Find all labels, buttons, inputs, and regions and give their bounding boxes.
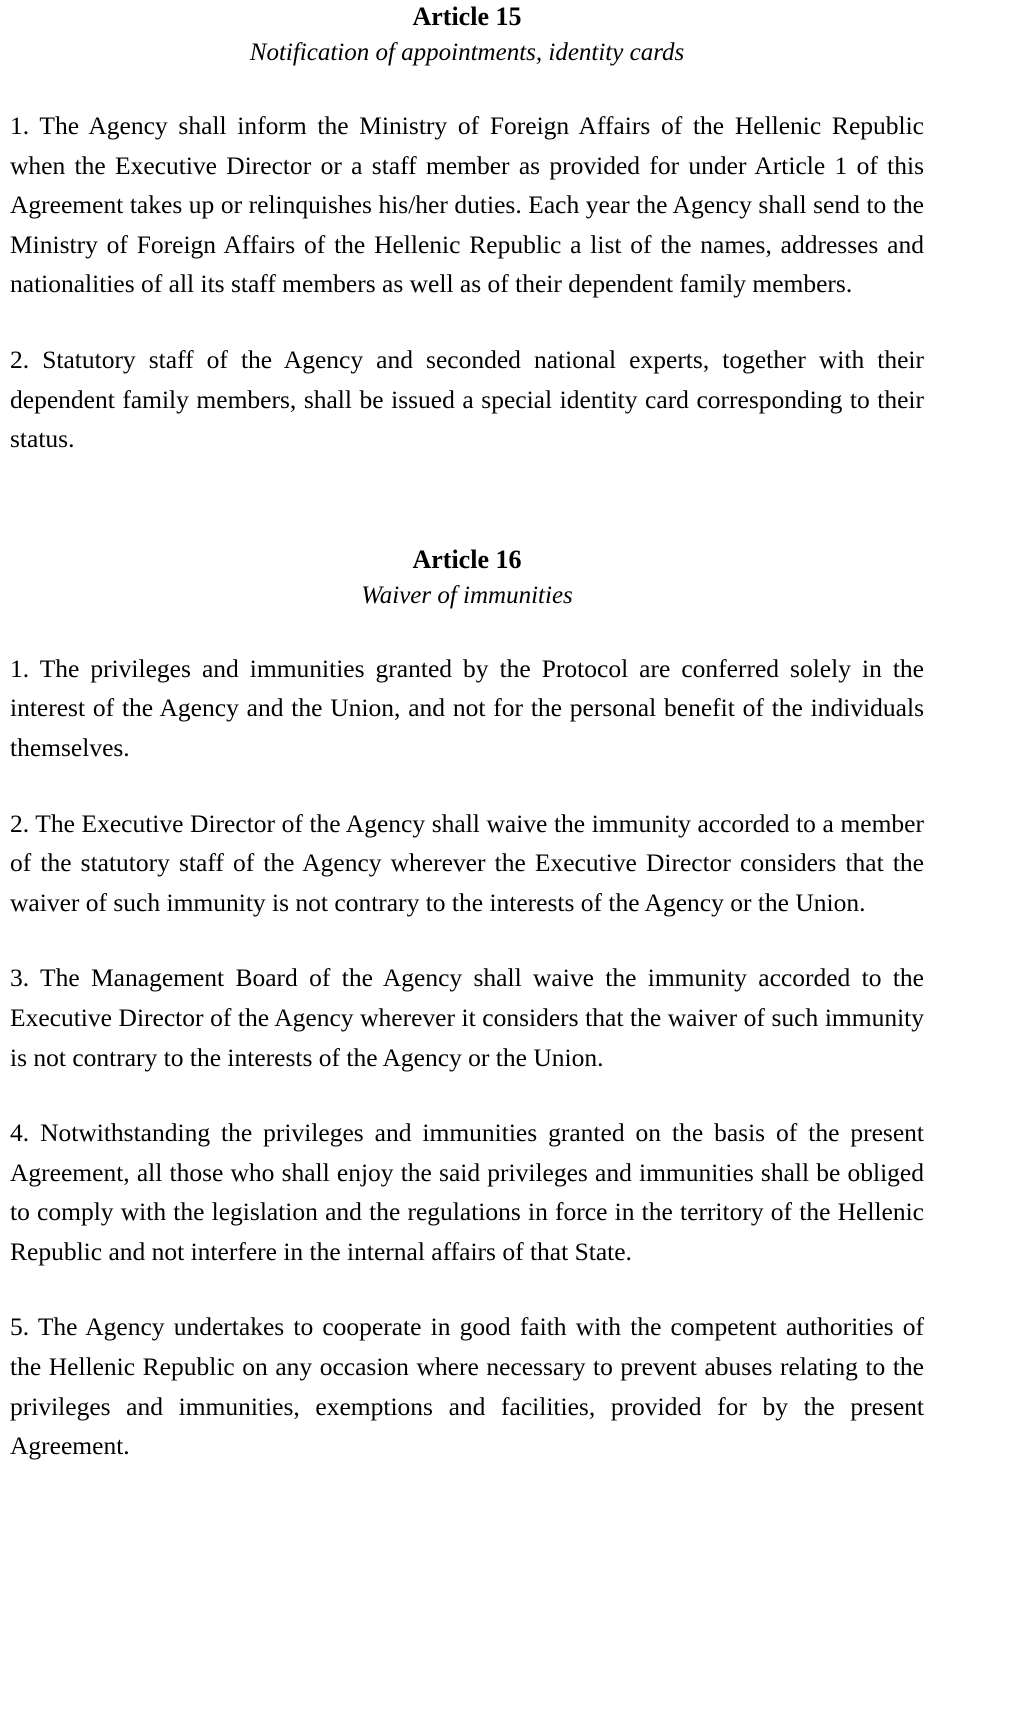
article-16-paragraph-5: 5. The Agency undertakes to cooperate in good faith with the competent authorities of the Hellenic Republic on any occasion where necessary to prevent abuses relating to the privileges and immunities, exemptions and facilities, provided for by the present Agreement. — [10, 1312, 924, 1461]
article-16-paragraph-4: 4. Notwithstanding the privileges and immunities granted on the basis of the present Agreement, all those who shall enjoy the said privileges and immunities shall be obliged to comply with the legislation and the regulations in force in the territory of the Hellenic Republic and not interfere in the internal affairs of that State. — [10, 1118, 924, 1266]
article-15-subtitle: Notification of appointments, identity cards — [249, 39, 685, 66]
article-16-paragraph-1: 1. The privileges and immunities granted by the Protocol are conferred solely in the interest of the Agency and the Union, and not for the personal benefit of the individuals themselves. — [10, 653, 924, 762]
article-16-heading — [0, 543, 1024, 615]
article-15-title: Article 15 — [412, 2, 522, 31]
article-16-paragraph-2: 2. The Executive Director of the Agency shall waive the immunity accorded to a member of the statutory staff of the Agency wherever the Executive Director considers that the waiver of such immunity is not contrary to the interests of the Agency or the Union. — [10, 808, 924, 917]
article-15-paragraph-1: 1. The Agency shall inform the Ministry of Foreign Affairs of the Hellenic Republic when the Executive Director or a staff member as provided for under Article 1 of this Agreement takes up or relinquishes his/her duties. Each year the Agency shall send to the Ministry of Foreign Affairs of the Hellenic Republic a list of the names, addresses and nationalities of all its staff members as well as of their dependent family members. — [10, 111, 924, 299]
article-16-subtitle: Waiver of immunities — [361, 581, 573, 609]
article-15-heading — [0, 0, 1024, 72]
article-16-paragraph-3: 3. The Management Board of the Agency shall waive the immunity accorded to the Executive Director of the Agency wherever it considers that the waiver of such immunity is not contrary to the interests of the Agency or the Union. — [10, 963, 924, 1072]
article-15-paragraph-2: 2. Statutory staff of the Agency and seconded national experts, together with their dependent family members, shall be issued a special identity card corresponding to their status. — [10, 344, 924, 454]
article-16-title: Article 16 — [412, 544, 522, 574]
